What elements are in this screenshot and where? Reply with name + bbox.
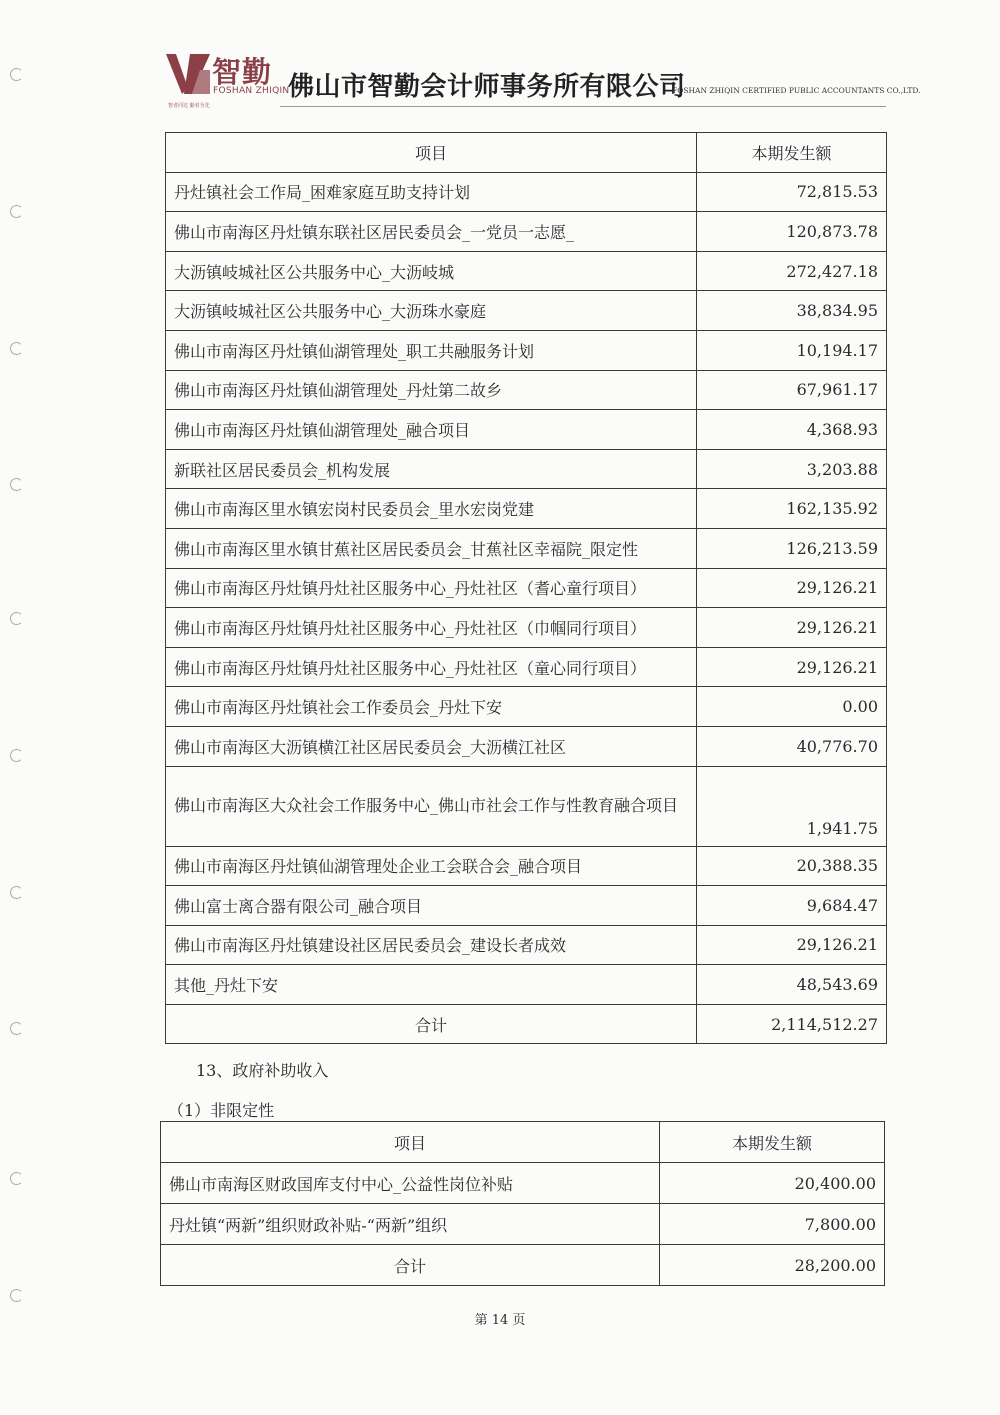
punch-hole (10, 749, 23, 762)
row-amount: 20,400.00 (660, 1163, 885, 1204)
row-item: 佛山市南海区丹灶镇丹灶社区服务中心_丹灶社区（巾帼同行项目） (166, 608, 697, 648)
firm-name-en: FOSHAN ZHIQIN CERTIFIED PUBLIC ACCOUNTANTS CO.,LTD. (672, 86, 921, 95)
punch-hole (10, 1172, 23, 1185)
punch-hole (10, 478, 23, 491)
row-amount: 9,684.47 (697, 886, 887, 926)
table-row (166, 528, 887, 568)
header-rule (280, 106, 886, 107)
row-amount: 4,368.93 (697, 410, 887, 450)
row-item: 佛山市南海区财政国库支付中心_公益性岗位补贴 (161, 1163, 660, 1204)
row-amount: 7,800.00 (660, 1204, 885, 1245)
punch-hole (10, 612, 23, 625)
row-amount: 67,961.17 (697, 370, 887, 410)
table-row (166, 965, 887, 1005)
total-label: 合计 (161, 1245, 660, 1286)
table-row (166, 766, 887, 846)
punch-hole (10, 1289, 23, 1302)
table-row (166, 726, 887, 766)
row-item: 佛山市南海区大众社会工作服务中心_佛山市社会工作与性教育融合项目 (166, 766, 697, 846)
row-item: 佛山市南海区丹灶镇仙湖管理处_丹灶第二故乡 (166, 370, 697, 410)
row-amount: 40,776.70 (697, 726, 887, 766)
table-header-row (166, 133, 887, 173)
logo-slogan: 智者同达 勤者为先 (168, 103, 210, 109)
row-amount: 72,815.53 (697, 172, 887, 212)
table-row (161, 1163, 885, 1204)
row-amount: 0.00 (697, 687, 887, 727)
row-amount: 29,126.21 (697, 608, 887, 648)
table-row (166, 410, 887, 450)
row-amount: 1,941.75 (697, 766, 887, 846)
row-amount: 48,543.69 (697, 965, 887, 1005)
row-item: 丹灶镇“两新”组织财政补贴-“两新”组织 (161, 1204, 660, 1245)
section-title: 13、政府补助收入 (196, 1061, 329, 1080)
punch-hole (10, 205, 23, 218)
row-item: 佛山市南海区丹灶镇建设社区居民委员会_建设长者成效 (166, 925, 697, 965)
logo-text-cn: 智勤 (212, 55, 273, 89)
row-item: 佛山市南海区丹灶镇仙湖管理处企业工会联合会_融合项目 (166, 846, 697, 886)
table-row (166, 449, 887, 489)
column-header-amount: 本期发生额 (697, 133, 887, 173)
row-amount: 272,427.18 (697, 251, 887, 291)
row-amount: 29,126.21 (697, 568, 887, 608)
punch-hole (10, 1022, 23, 1035)
row-amount: 3,203.88 (697, 449, 887, 489)
row-item: 佛山市南海区丹灶镇仙湖管理处_职工共融服务计划 (166, 330, 697, 370)
table-row (166, 370, 887, 410)
subsection-title: （1）非限定性 (168, 1101, 275, 1120)
firm-name-cn: 佛山市智勤会计师事务所有限公司 (288, 72, 686, 102)
row-item: 佛山富士离合器有限公司_融合项目 (166, 886, 697, 926)
table-row (166, 925, 887, 965)
table-row (166, 886, 887, 926)
row-item: 佛山市南海区丹灶镇丹灶社区服务中心_丹灶社区（耆心童行项目） (166, 568, 697, 608)
row-item: 佛山市南海区丹灶镇社会工作委员会_丹灶下安 (166, 687, 697, 727)
table-row (166, 568, 887, 608)
table-row (166, 489, 887, 529)
page-number: 第 14 页 (474, 1313, 526, 1328)
row-item: 丹灶镇社会工作局_困难家庭互助支持计划 (166, 172, 697, 212)
table-row (161, 1204, 885, 1245)
total-amount: 2,114,512.27 (697, 1004, 887, 1044)
total-amount: 28,200.00 (660, 1245, 885, 1286)
row-item: 佛山市南海区里水镇宏岗村民委员会_里水宏岗党建 (166, 489, 697, 529)
row-item: 佛山市南海区丹灶镇仙湖管理处_融合项目 (166, 410, 697, 450)
column-header-item: 项目 (166, 133, 697, 173)
row-amount: 29,126.21 (697, 925, 887, 965)
government-subsidy-table (160, 1121, 885, 1286)
table-row (166, 846, 887, 886)
row-item: 佛山市南海区大沥镇横江社区居民委员会_大沥横江社区 (166, 726, 697, 766)
table-row (166, 647, 887, 687)
row-item: 大沥镇岐城社区公共服务中心_大沥珠水豪庭 (166, 291, 697, 331)
letterhead (166, 44, 921, 110)
table-row (166, 330, 887, 370)
total-row (161, 1245, 885, 1286)
punch-hole (10, 342, 23, 355)
table-row (166, 251, 887, 291)
row-amount: 38,834.95 (697, 291, 887, 331)
row-amount: 120,873.78 (697, 212, 887, 252)
row-amount: 29,126.21 (697, 647, 887, 687)
total-label: 合计 (166, 1004, 697, 1044)
total-row (166, 1004, 887, 1044)
row-item: 佛山市南海区里水镇甘蕉社区居民委员会_甘蕉社区幸福院_限定性 (166, 528, 697, 568)
table-row (166, 291, 887, 331)
logo-text-en: FOSHAN ZHIQIN (213, 86, 290, 96)
row-amount: 162,135.92 (697, 489, 887, 529)
table-header-row (161, 1122, 885, 1163)
row-amount: 20,388.35 (697, 846, 887, 886)
punch-hole (10, 886, 23, 899)
column-header-amount: 本期发生额 (660, 1122, 885, 1163)
row-item: 大沥镇岐城社区公共服务中心_大沥岐城 (166, 251, 697, 291)
row-amount: 10,194.17 (697, 330, 887, 370)
table-row (166, 172, 887, 212)
table-row (166, 608, 887, 648)
row-item: 其他_丹灶下安 (166, 965, 697, 1005)
table-row (166, 212, 887, 252)
row-item: 佛山市南海区丹灶镇丹灶社区服务中心_丹灶社区（童心同行项目） (166, 647, 697, 687)
punch-hole (10, 68, 23, 81)
row-item: 新联社区居民委员会_机构发展 (166, 449, 697, 489)
row-amount: 126,213.59 (697, 528, 887, 568)
firm-logo-icon (166, 52, 210, 96)
row-item: 佛山市南海区丹灶镇东联社区居民委员会_一党员一志愿_ (166, 212, 697, 252)
column-header-item: 项目 (161, 1122, 660, 1163)
income-detail-table (165, 132, 887, 1044)
table-row (166, 687, 887, 727)
